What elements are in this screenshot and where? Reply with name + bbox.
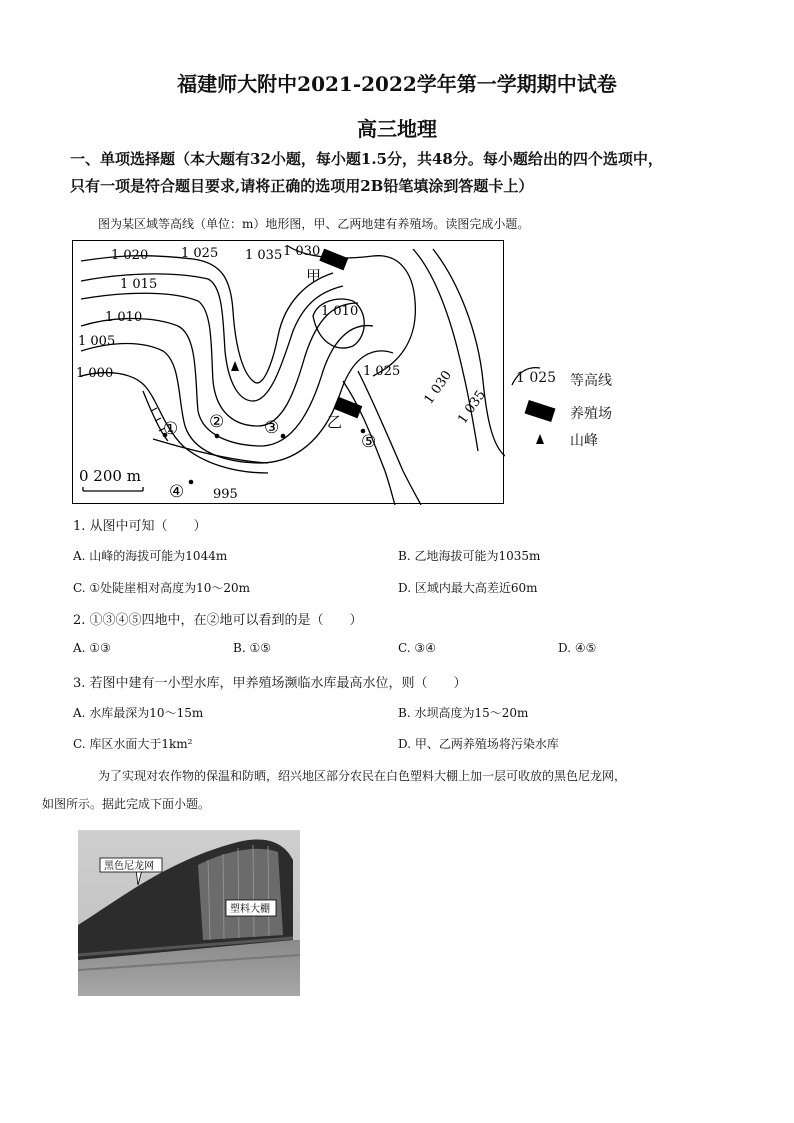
greenhouse-photo-svg xyxy=(78,830,300,996)
q2-option-c: C. ③④ xyxy=(398,641,436,655)
legend-farm-label: 养殖场 xyxy=(570,406,612,422)
photo-intro-line1: 为了实现对农作物的保温和防晒，绍兴地区部分农民在白色塑料大棚上加一层可收放的黑色尼龙网， xyxy=(98,769,627,783)
contour-label: 1 010 xyxy=(321,304,359,319)
contour-map-svg xyxy=(73,241,505,505)
section-heading-line1: 一、单项选择题（本大题有32小题，每小题1.5分，共48分。每小题给出的四个选项中， xyxy=(70,150,663,168)
legend-contour-label: 等高线 xyxy=(570,373,612,389)
photo-label-greenhouse: 塑料大棚 xyxy=(230,904,270,915)
q3-option-b: B. 水坝高度为15～20m xyxy=(398,706,529,720)
question-1-stem: 1. 从图中可知（ ） xyxy=(73,519,207,534)
point-2-dot xyxy=(215,434,220,439)
contour-line xyxy=(433,249,505,456)
greenhouse-photo xyxy=(78,830,300,996)
q1-option-c: C. ①处陡崖相对高度为10～20m xyxy=(73,581,251,595)
contour-label: 1 010 xyxy=(105,310,143,325)
q1-option-d: D. 区域内最大高差近60m xyxy=(398,581,538,595)
point-3-label: ③ xyxy=(264,418,280,438)
legend-peak-label: 山峰 xyxy=(570,433,598,449)
contour-line xyxy=(153,439,268,463)
q2-option-a: A. ①③ xyxy=(73,641,111,655)
map-intro: 图为某区域等高线（单位：m）地形图，甲、乙两地建有养殖场。读图完成小题。 xyxy=(98,217,530,231)
photo-intro xyxy=(42,762,730,818)
map-legend xyxy=(508,360,648,460)
contour-label: 1 005 xyxy=(78,334,116,349)
q2-option-d: D. ④⑤ xyxy=(558,641,597,655)
q2-option-b: B. ①⑤ xyxy=(233,641,271,655)
point-3-dot xyxy=(281,434,286,439)
legend-farm-icon xyxy=(525,400,556,422)
scale-label: 0 200 m xyxy=(79,467,141,485)
q3-option-a: A. 水库最深为10～15m xyxy=(73,706,204,720)
contour-label: 1 035 xyxy=(245,248,283,263)
peak-icon xyxy=(231,361,239,371)
question-3-stem: 3. 若图中建有一小型水库，甲养殖场濒临水库最高水位，则（ ） xyxy=(73,676,467,691)
place-jia: 甲 xyxy=(306,267,322,285)
question-2-stem: 2. ①③④⑤四地中，在②地可以看到的是（ ） xyxy=(73,613,363,628)
place-yi: 乙 xyxy=(327,413,343,431)
q1-option-a: A. 山峰的海拔可能为1044m xyxy=(73,549,228,563)
page-subtitle: 高三地理 xyxy=(357,117,437,141)
q3-option-d: D. 甲、乙两养殖场将污染水库 xyxy=(398,737,559,751)
contour-label: 1 025 xyxy=(363,364,401,379)
contour-label: 1 020 xyxy=(111,248,149,263)
point-1-label: ① xyxy=(163,419,179,439)
contour-label: 1 035 xyxy=(455,387,489,427)
point-4-dot xyxy=(189,480,194,485)
q1-option-b: B. 乙地海拔可能为1035m xyxy=(398,549,541,563)
contour-map xyxy=(72,240,504,504)
contour-label: 1 030 xyxy=(283,244,321,259)
contour-line xyxy=(81,274,343,401)
legend-contour-value: 1 025 xyxy=(516,370,557,386)
point-2-label: ② xyxy=(209,412,225,432)
contour-label: 1 025 xyxy=(181,246,219,261)
section-heading xyxy=(70,146,730,200)
contour-label: 1 030 xyxy=(421,368,456,408)
photo-label-net: 黑色尼龙网 xyxy=(104,861,154,872)
contour-label: 995 xyxy=(213,487,238,502)
legend-peak-icon xyxy=(536,434,544,444)
point-4-label: ④ xyxy=(169,482,185,502)
farm-jia-icon xyxy=(319,249,348,271)
contour-label: 1 000 xyxy=(76,366,114,381)
q3-option-c: C. 库区水面大于1km² xyxy=(73,737,193,751)
page-title: 福建师大附中2021-2022学年第一学期期中试卷 xyxy=(177,72,617,96)
point-5-label: ⑤ xyxy=(361,432,377,452)
section-heading-line2: 只有一项是符合题目要求,请将正确的选项用2B铅笔填涂到答题卡上） xyxy=(70,177,534,195)
photo-intro-line2: 如图所示。据此完成下面小题。 xyxy=(42,797,211,811)
contour-label: 1 015 xyxy=(120,277,158,292)
